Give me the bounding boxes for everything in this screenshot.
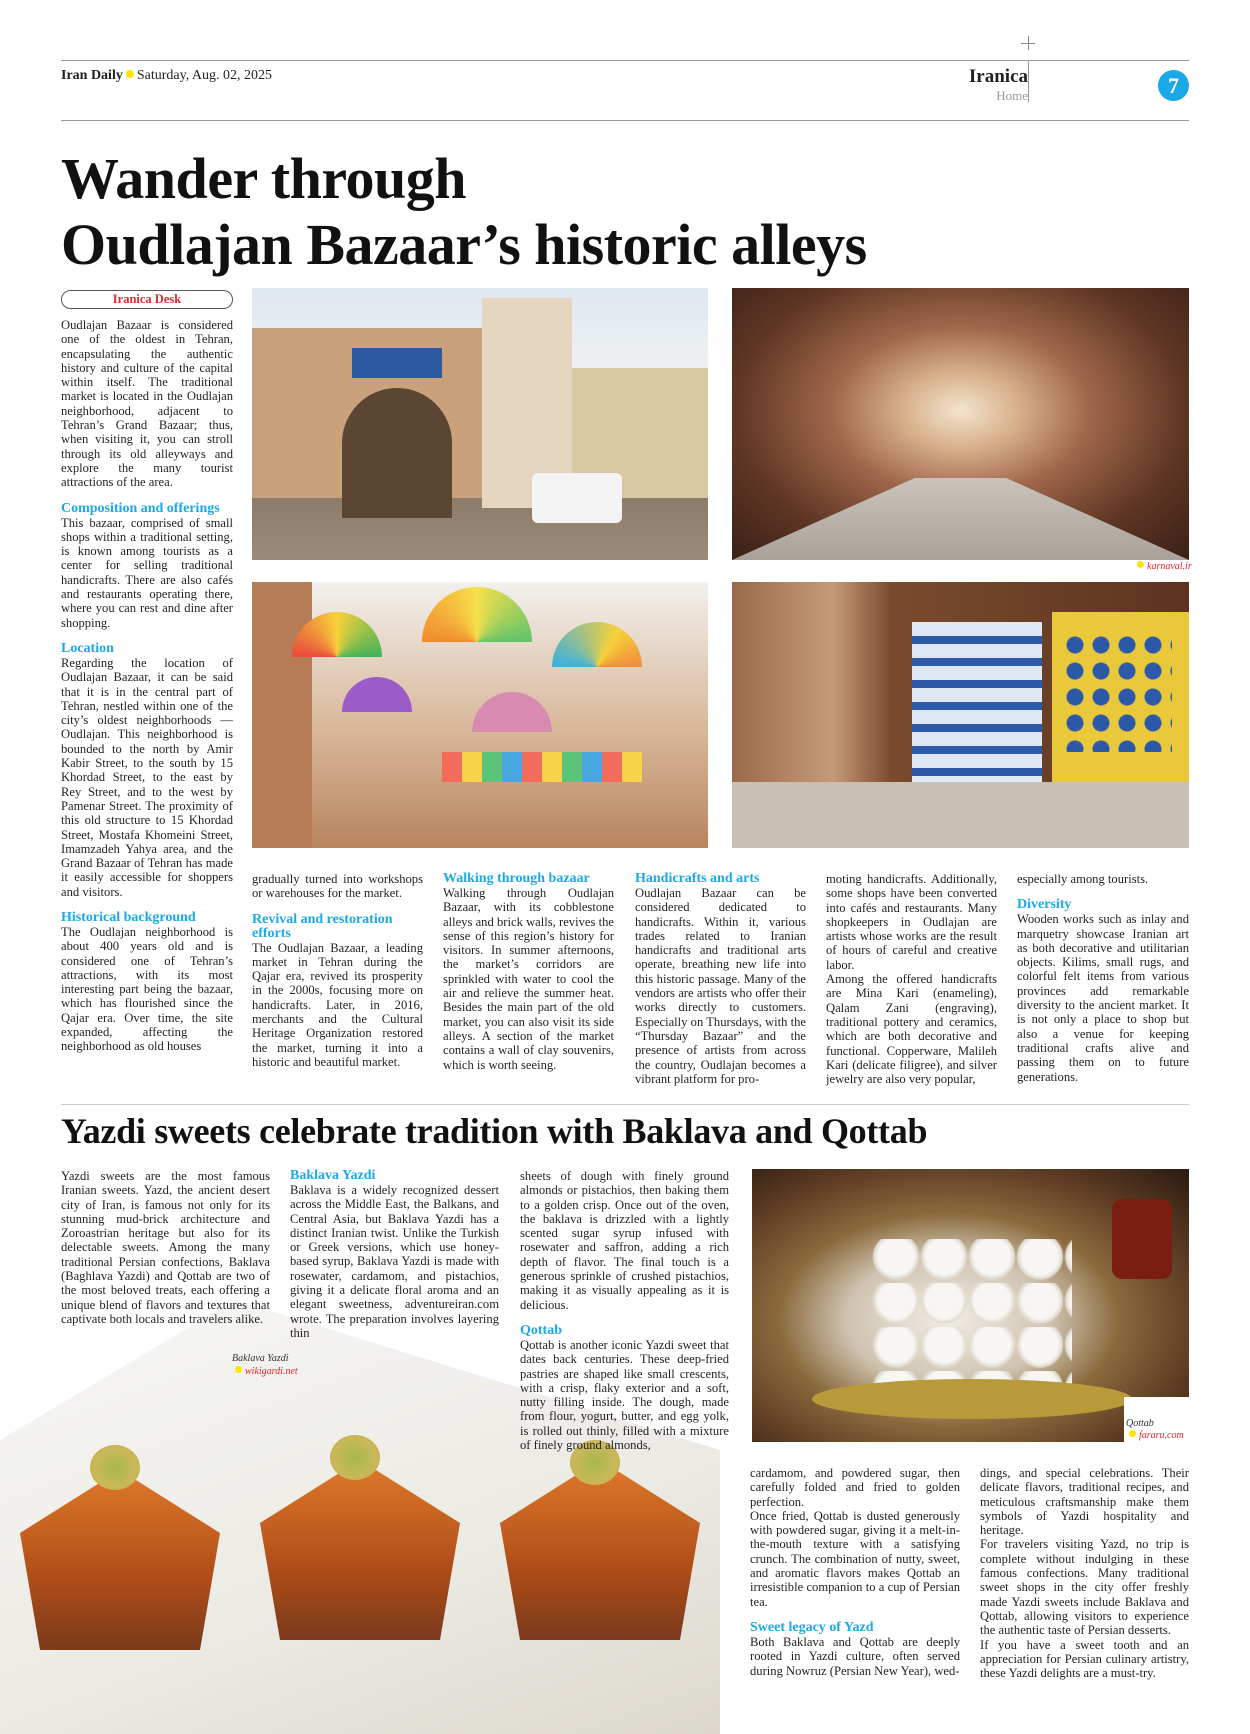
photo-credit (232, 1366, 298, 1377)
subheading: Historical background (61, 909, 196, 925)
article-divider (61, 1104, 1189, 1105)
text-column (443, 872, 614, 1072)
paragraph: dings, and special celebrations. Their delicate flavors, traditional recipes, and meticulous craftsmanship make them symbols of Yazdi hospitality and heritage. (980, 1466, 1189, 1538)
text-column (61, 318, 233, 1054)
photo-caption: Baklava Yazdi (232, 1353, 289, 1364)
byline: Iranica Desk (61, 290, 233, 309)
paragraph: moting handicrafts. Additionally, some shops have been converted into cafés and restaurants. Many shopkeepers in Oudlajan are artists whose works are the result of hours of careful and creative labor. (826, 872, 997, 972)
text-column (252, 872, 423, 1069)
photo-brick-corridor (732, 288, 1189, 560)
text-column (980, 1466, 1189, 1680)
dot-icon (1137, 561, 1144, 568)
paragraph: For travelers visiting Yazd, no trip is complete without indulging in these famous confections. Many traditional sweet shops in the city offer freshly made Yazdi sweets include Baklava and Qottab, allowing visitors to experience the authentic taste of Persian desserts. (980, 1537, 1189, 1638)
credit-text: fararu.com (1139, 1430, 1184, 1441)
dot-icon (235, 1366, 242, 1373)
divider (1028, 60, 1029, 102)
text-column (635, 872, 806, 1086)
text-column (290, 1169, 499, 1340)
photo-bazaar-entrance (252, 288, 708, 560)
paragraph: If you have a sweet tooth and an appreciation for Persian culinary artistry, these Yazdi delights are a must-try. (980, 1637, 1189, 1681)
paragraph: especially among tourists. (1017, 872, 1149, 886)
photo-qottab (752, 1169, 1189, 1442)
header-rule (61, 120, 1189, 121)
subheading: Sweet legacy of Yazd (750, 1619, 874, 1635)
text-column (61, 1169, 270, 1326)
paragraph: gradually turned into workshops or warehouses for the market. (252, 872, 423, 901)
paragraph: Yazdi sweets are the most famous Iranian sweets. Yazd, the ancient desert city of Iran, is famous not only for its stunning mud-brick architecture and Zoroastrian heritage but also for its delectable sweets. Among the many traditional Persian confections, Baklava (Baghlava Yazdi) and Qottab are two of the most beloved treats, each offering a unique blend of flavors and textures that captivate both locals and travelers alike. (61, 1169, 270, 1326)
subheading: Walking through bazaar (443, 871, 590, 886)
paragraph: Wooden works such as inlay and marquetry showcase Iranian art as both decorative and utilitarian objects. Kilims, small rugs, and colorful felt items from various provinces add remarkable diversity to the ancient market. It is not only a place to shop but also a venue for keeping traditional crafts alive and passing them on to future generations. (1017, 912, 1189, 1084)
paragraph: This bazaar, comprised of small shops within a traditional setting, is known among tourists as a center for selling traditional handicrafts. There are also cafés and restaurants operating there, where you can rest and dine after shopping. (61, 515, 233, 630)
subheading: Location (61, 640, 114, 656)
photo-ceramics-shop (732, 582, 1189, 848)
dot-icon (1129, 1430, 1136, 1437)
article-title (61, 146, 867, 278)
photo-caption: Qottab (1126, 1418, 1154, 1429)
photo-credit (1126, 1430, 1184, 1441)
paragraph: Qottab is another iconic Yazdi sweet that dates back centuries. These deep-fried pastries are shaped like small crescents, with a crisp, flaky exterior and a soft, nutty filling inside. The dough, made from flour, yogurt, butter, and egg yolk, is rolled out thinly, filled with a mixture of finely ground almonds, (520, 1337, 729, 1453)
paragraph: Both Baklava and Qottab are deeply rooted in Yazdi culture, often served during Nowruz (Persian New Year), wed- (750, 1634, 960, 1678)
crop-mark (1021, 43, 1035, 44)
subheading: Qottab (520, 1322, 562, 1338)
paragraph: cardamom, and powdered sugar, then carefully folded and fried to golden perfection. (750, 1466, 960, 1509)
dot-icon (126, 70, 134, 78)
text-column (826, 872, 997, 1086)
subheading: Baklava Yazdi (290, 1168, 376, 1183)
section-title: Iranica (968, 66, 1028, 87)
paragraph: Oudlajan Bazaar is considered one of the oldest in Tehran, encapsulating the authentic history and culture of the capital within itself. The traditional market is located in the Oudlajan neighborhood, adjacent to Tehran’s Grand Bazaar; thus, when visiting it, you can stroll through its old alleyways and explore the many tourist attractions of the area. (61, 318, 233, 490)
paragraph: The Oudlajan Bazaar, a leading market in Tehran during the Qajar era, revived its prosperity in the 2000s, focusing more on handicrafts. Later, in 2016, merchants and the Cultural Heritage Organization restored the market, turning it into a historic and beautiful market. (252, 940, 423, 1069)
issue-date: Saturday, Aug. 02, 2025 (136, 68, 273, 83)
subheading: Handicrafts and arts (635, 871, 760, 886)
subheading: Revival and restoration efforts (252, 911, 393, 941)
text-column (750, 1466, 960, 1678)
title-line: Wander through (61, 146, 467, 211)
section-label (969, 66, 1028, 104)
paragraph: The Oudlajan neighborhood is about 400 years old and is considered one of Tehran’s attractions, with its most interesting part being the bazaar, which has flourished since the Qajar era. Over time, the site expanded, affecting the neighborhood as old houses (61, 924, 233, 1054)
subsection: Home (996, 88, 1028, 103)
subheading: Composition and offerings (61, 500, 220, 516)
photo-umbrellas (252, 582, 708, 848)
paragraph: Regarding the location of Oudlajan Bazaar, it can be said that it is in the central part of Tehran, nestled within one of the city’s oldest neighborhoods — Oudlajan. This neighborhood is bounded to the north by Amir Kabir Street, to the south by 15 Khordad Street, to the east by Rey Street, and to the west by Pamenar Street. The proximity of this old structure to 15 Khordad Street, Mostafa Khomeini Street, Imamzadeh Yahya area, and the Grand Bazaar of Tehran has made it easily accessible for shoppers and visitors. (61, 655, 233, 899)
paragraph: Among the offered handicrafts are Mina Kari (enameling), Qalam Zani (engraving), traditional pottery and ceramics, which are both decorative and functional. Copperware, Malileh Kari (delicate filigree), and silver jewelry are also very popular, (826, 972, 997, 1087)
paper-name: Iran Daily (61, 68, 123, 83)
subheading: Diversity (1017, 897, 1072, 913)
text-column (520, 1169, 729, 1452)
masthead (61, 68, 272, 84)
title-line: Oudlajan Bazaar’s historic alleys (61, 212, 867, 277)
paragraph: Once fried, Qottab is dusted generously with powdered sugar, giving it a melt-in-the-mouth texture with a satisfying crunch. The combination of nutty, sweet, and aromatic flavors makes Qottab an irresistible companion to a cup of Persian tea. (750, 1508, 960, 1609)
text-column (1017, 872, 1189, 1084)
photo-credit (1134, 561, 1192, 572)
article-title: Yazdi sweets celebrate tradition with Baklava and Qottab (61, 1111, 928, 1151)
paragraph: sheets of dough with finely ground almonds or pistachios, then baking them to a golden crisp. Once out of the oven, the baklava is drizzled with a lightly scented sugar syrup infused with rosewater and saffron, adding a rich depth of flavor. The final touch is a generous sprinkle of crushed pistachios, making it as visually appealing as it is delicious. (520, 1169, 729, 1312)
credit-text: wikigardi.net (245, 1366, 298, 1377)
paragraph: Baklava is a widely recognized dessert across the Middle East, the Balkans, and Central Asia, but Baklava Yazdi has a distinct Iranian twist. Unlike the Turkish or Greek versions, which use honey-based syrup, Baklava Yazdi is made with rosewater, cardamom, and pistachios, giving it a delicate floral aroma and an elegant sweetness, adventureiran.com wrote. The preparation involves layering thin (290, 1183, 499, 1340)
top-rule (61, 60, 1189, 61)
paragraph: Walking through Oudlajan Bazaar, with its cobblestone alleys and brick walls, revives the sense of this region’s history for visitors. In summer afternoons, the market’s corridors are sprinkled with water to cool the air and relieve the summer heat. Besides the main part of the old market, you can also visit its side alleys. A section of the market contains a wall of clay souvenirs, which is worth seeing. (443, 886, 614, 1072)
credit-text: karnaval.ir (1147, 561, 1192, 572)
paragraph: Oudlajan Bazaar can be considered dedicated to handicrafts. Within it, various trades related to Iranian handicrafts and traditional arts operate, breathing new life into this historic passage. Many of the vendors are artists who offer their works directly to customers. Especially on Thursdays, with the “Thursday Bazaar” and the presence of artists from across the country, Oudlajan becomes a vibrant platform for pro- (635, 886, 806, 1086)
page-number: 7 (1158, 70, 1189, 101)
